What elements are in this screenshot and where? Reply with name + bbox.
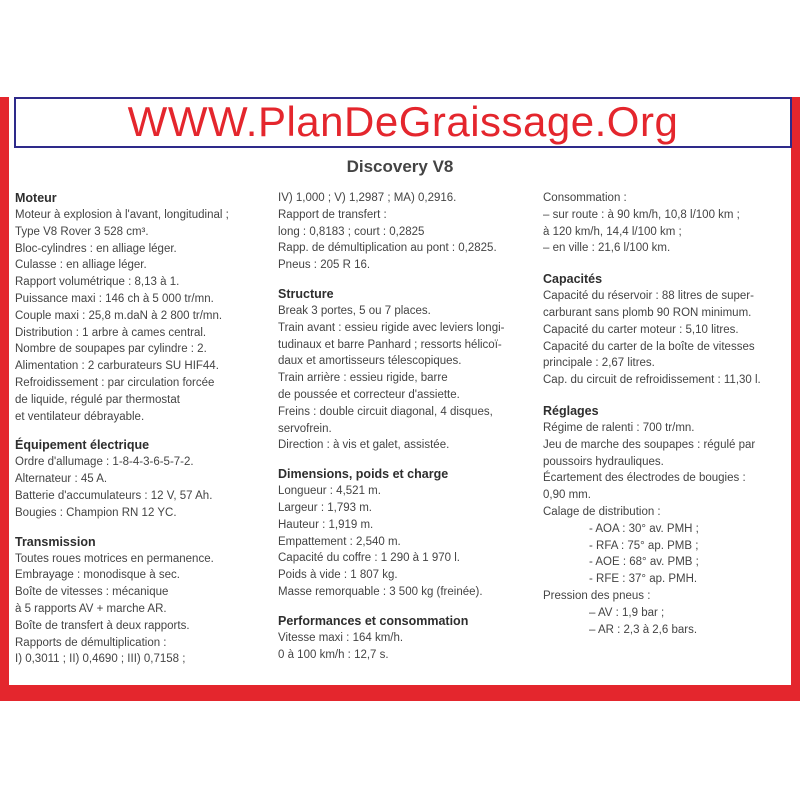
page-title: Discovery V8 xyxy=(346,157,454,176)
spec-line: Calage de distribution : xyxy=(543,505,661,518)
spec-line: Rapp. de démultiplication au pont : 0,2825. xyxy=(278,242,497,255)
spec-line: Culasse : en alliage léger. xyxy=(15,259,147,272)
spec-line: - AOA : 30° av. PMH ; xyxy=(589,522,699,535)
spec-line: Boîte de vitesses : mécanique xyxy=(15,586,169,599)
spec-line: Rapports de démultiplication : xyxy=(15,636,167,649)
section-heading: Transmission xyxy=(15,534,96,549)
spec-line: à 5 rapports AV + marche AR. xyxy=(15,602,167,615)
spec-line: I) 0,3011 ; II) 0,4690 ; III) 0,7158 ; xyxy=(15,653,186,666)
section-spacer xyxy=(278,454,540,466)
section-spacer xyxy=(278,601,540,613)
spec-line: Type V8 Rover 3 528 cm³. xyxy=(15,225,149,238)
spec-line: Consommation : xyxy=(543,192,627,204)
section-heading: Performances et consommation xyxy=(278,613,469,628)
spec-column-2 xyxy=(278,190,540,663)
section-spacer xyxy=(15,425,270,437)
section-heading: Équipement électrique xyxy=(15,438,150,453)
spec-line: – sur route : à 90 km/h, 10,8 l/100 km ; xyxy=(543,208,740,221)
spec-line: Hauteur : 1,919 m. xyxy=(278,518,374,531)
spec-line: Régime de ralenti : 700 tr/mn. xyxy=(543,421,695,434)
spec-line: Distribution : 1 arbre à cames central. xyxy=(15,326,207,339)
spec-line: Capacité du carter de la boîte de vitesses xyxy=(543,340,755,353)
spec-line: Embrayage : monodisque à sec. xyxy=(15,569,180,582)
spec-line: Pression des pneus : xyxy=(543,589,651,602)
spec-line: de liquide, régulé par thermostat xyxy=(15,393,180,406)
spec-line: Bougies : Champion RN 12 YC. xyxy=(15,506,177,519)
spec-line: Break 3 portes, 5 ou 7 places. xyxy=(278,304,431,317)
spec-line: tudinaux et barre Panhard ; ressorts hélicoï- xyxy=(278,338,502,351)
spec-line: Puissance maxi : 146 ch à 5 000 tr/mn. xyxy=(15,292,214,305)
spec-line: de poussée et correcteur d'assiette. xyxy=(278,388,460,401)
section-heading: Structure xyxy=(278,286,334,301)
spec-column-1 xyxy=(15,190,270,668)
spec-line: Capacité du carter moteur : 5,10 litres. xyxy=(543,323,739,336)
spec-line: Freins : double circuit diagonal, 4 disques, xyxy=(278,405,493,418)
spec-line: Moteur à explosion à l'avant, longitudinal ; xyxy=(15,209,229,221)
spec-line: – AV : 1,9 bar ; xyxy=(589,606,665,619)
spec-line: IV) 1,000 ; V) 1,2987 ; MA) 0,2916. xyxy=(278,192,457,204)
spec-line: Capacité du coffre : 1 290 à 1 970 l. xyxy=(278,552,460,565)
spec-line: Capacité du réservoir : 88 litres de super- xyxy=(543,290,754,303)
spec-line: Direction : à vis et galet, assistée. xyxy=(278,439,450,452)
spec-line: Pneus : 205 R 16. xyxy=(278,259,371,272)
section-spacer xyxy=(278,274,540,286)
spec-line: Longueur : 4,521 m. xyxy=(278,485,381,498)
spec-line: à 120 km/h, 14,4 l/100 km ; xyxy=(543,225,682,238)
section-spacer xyxy=(543,257,788,271)
spec-line: Bloc-cylindres : en alliage léger. xyxy=(15,242,177,255)
spec-line: Couple maxi : 25,8 m.daN à 2 800 tr/mn. xyxy=(15,309,223,322)
spec-line: Train avant : essieu rigide avec leviers longi- xyxy=(278,321,505,334)
spec-line: long : 0,8183 ; court : 0,2825 xyxy=(278,225,425,238)
spec-line: Rapport de transfert : xyxy=(278,208,387,221)
spec-line: Train arrière : essieu rigide, barre xyxy=(278,372,448,385)
spec-line: Boîte de transfert à deux rapports. xyxy=(15,619,190,632)
section-spacer xyxy=(15,522,270,534)
section-spacer xyxy=(543,389,788,403)
spec-line: Ordre d'allumage : 1-8-4-3-6-5-7-2. xyxy=(15,456,194,469)
spec-line: Vitesse maxi : 164 km/h. xyxy=(278,631,404,644)
spec-line: - AOE : 68° av. PMB ; xyxy=(589,556,699,569)
section-heading: Dimensions, poids et charge xyxy=(278,467,449,482)
spec-line: - RFE : 37° ap. PMH. xyxy=(589,573,698,586)
spec-line: servofrein. xyxy=(278,422,332,435)
spec-line: daux et amortisseurs télescopiques. xyxy=(278,355,462,368)
spec-line: Poids à vide : 1 807 kg. xyxy=(278,569,398,582)
spec-line: principale : 2,67 litres. xyxy=(543,357,655,370)
spec-line: Jeu de marche des soupapes : régulé par xyxy=(543,438,756,451)
section-heading: Réglages xyxy=(543,403,599,418)
spec-line: Masse remorquable : 3 500 kg (freinée). xyxy=(278,585,483,598)
spec-line: Toutes roues motrices en permanence. xyxy=(15,552,214,565)
spec-line: 0,90 mm. xyxy=(543,489,591,502)
spec-line: Écartement des électrodes de bougies : xyxy=(543,472,746,485)
spec-column-3 xyxy=(543,190,788,638)
site-name: WWW.PlanDeGraissage.Org xyxy=(127,98,679,145)
spec-line: poussoirs hydrauliques. xyxy=(543,455,664,468)
spec-line: Alternateur : 45 A. xyxy=(15,473,108,486)
spec-line: carburant sans plomb 90 RON minimum. xyxy=(543,306,752,319)
spec-line: 0 à 100 km/h : 12,7 s. xyxy=(278,648,389,661)
spec-line: Alimentation : 2 carburateurs SU HIF44. xyxy=(15,360,219,373)
spec-line: – AR : 2,3 à 2,6 bars. xyxy=(589,623,698,636)
spec-line: Largeur : 1,793 m. xyxy=(278,501,372,514)
spec-line: Empattement : 2,540 m. xyxy=(278,535,401,548)
spec-line: Cap. du circuit de refroidissement : 11,30 l. xyxy=(543,374,761,387)
spec-line: Rapport volumétrique : 8,13 à 1. xyxy=(15,276,180,289)
section-heading: Moteur xyxy=(15,191,57,205)
spec-line: et ventilateur débrayable. xyxy=(15,410,145,423)
spec-line: Nombre de soupapes par cylindre : 2. xyxy=(15,343,207,356)
site-banner xyxy=(14,97,792,148)
spec-line: – en ville : 21,6 l/100 km. xyxy=(543,242,671,255)
spec-line: Refroidissement : par circulation forcée xyxy=(15,376,215,389)
spec-line: Batterie d'accumulateurs : 12 V, 57 Ah. xyxy=(15,489,213,502)
section-heading: Capacités xyxy=(543,272,603,287)
spec-line: - RFA : 75° ap. PMB ; xyxy=(589,539,699,552)
